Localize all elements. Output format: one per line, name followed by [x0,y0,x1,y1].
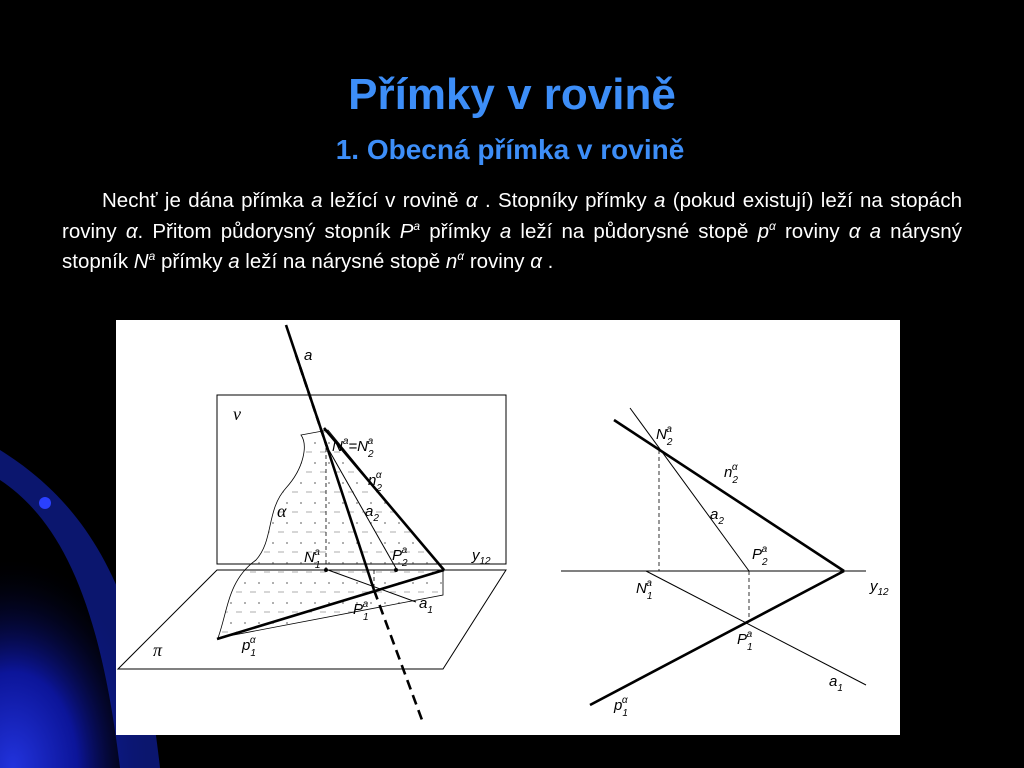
paragraph-run: α [768,218,776,233]
paragraph-run: n [445,250,458,273]
paragraph-run: přímky [155,250,229,273]
diagram-svg [116,320,900,735]
paragraph-run: a [499,219,512,243]
label-a2-right: $a_2$ [710,506,724,527]
paragraph-run: ležící v rovině [322,189,466,212]
projection-a2-right [630,408,749,571]
label-a2: $a_2$ [365,503,379,524]
label-n2-right: $n_2\alpha$ [724,462,738,486]
paragraph-run: . Stopníky přímky [477,189,654,212]
paragraph-run: přímky [420,219,500,243]
paragraph-run: (pokud existují) leží na stopách roviny [62,189,962,243]
paragraph-run: Nechť je dána přímka [102,189,312,212]
projection-a1-right [646,571,866,685]
paragraph-run: a [148,249,156,263]
paragraph-run: . Přitom půdorysný stopník [137,219,400,243]
label-P1: $P_1a$ [353,599,369,623]
paragraph-run: N [133,250,149,273]
label-P1-right: $P_1a$ [737,629,753,653]
diagram-figure [116,320,900,735]
line-a-bottom [374,590,422,720]
paragraph-run: a [413,218,421,233]
label-N1-right: $N_1a$ [636,578,653,602]
trace-p1 [590,571,844,705]
label-N1: $N_1a$ [304,547,321,571]
label-P2-right: $P_2a$ [752,544,768,568]
paragraph-run: a [311,189,323,212]
paragraph-run: roviny [775,219,849,243]
label-y12: $y_{12}$ [472,547,491,567]
slide-title: Přímky v rovině [348,70,676,119]
paragraph-run: α [530,250,542,273]
paragraph-run: roviny [464,250,531,273]
paragraph-run: a [654,189,666,212]
label-a: a [304,347,313,364]
label-nu: ν [233,404,241,424]
label-p1-right: $p_1\alpha$ [614,695,628,719]
trace-n2 [614,420,844,571]
label-alpha: α [277,501,287,521]
paragraph-run: leží na nárysné stopě [239,250,446,273]
label-N-eq: $N^a=N_2a$ [332,436,374,460]
paragraph-run: P [399,219,414,243]
label-p1: $p_1\alpha$ [242,635,256,659]
paragraph-run: α [465,189,478,212]
paragraph-run: . [541,250,554,273]
paragraph-run: α [125,219,138,243]
label-n2: $n_2\alpha$ [368,470,382,494]
description-paragraph [62,186,962,278]
paragraph-run: α a [848,219,882,243]
paragraph-run: a [228,250,240,273]
label-pi: π [153,640,163,660]
label-N2-right: $N_2a$ [656,424,673,448]
paragraph-run: nárysný stopník [62,219,962,273]
paragraph-run: leží na půdorysné stopě [511,219,758,243]
paragraph-run: p [757,219,769,243]
label-a1-right: $a_1$ [829,673,843,694]
label-y12-right: $y_{12}$ [870,578,889,598]
slide-subtitle: 1. Obecná přímka v rovině [335,134,685,165]
label-a1: $a_1$ [419,595,433,616]
paragraph-run: α [457,249,465,263]
label-P2: $P_2a$ [392,545,408,569]
